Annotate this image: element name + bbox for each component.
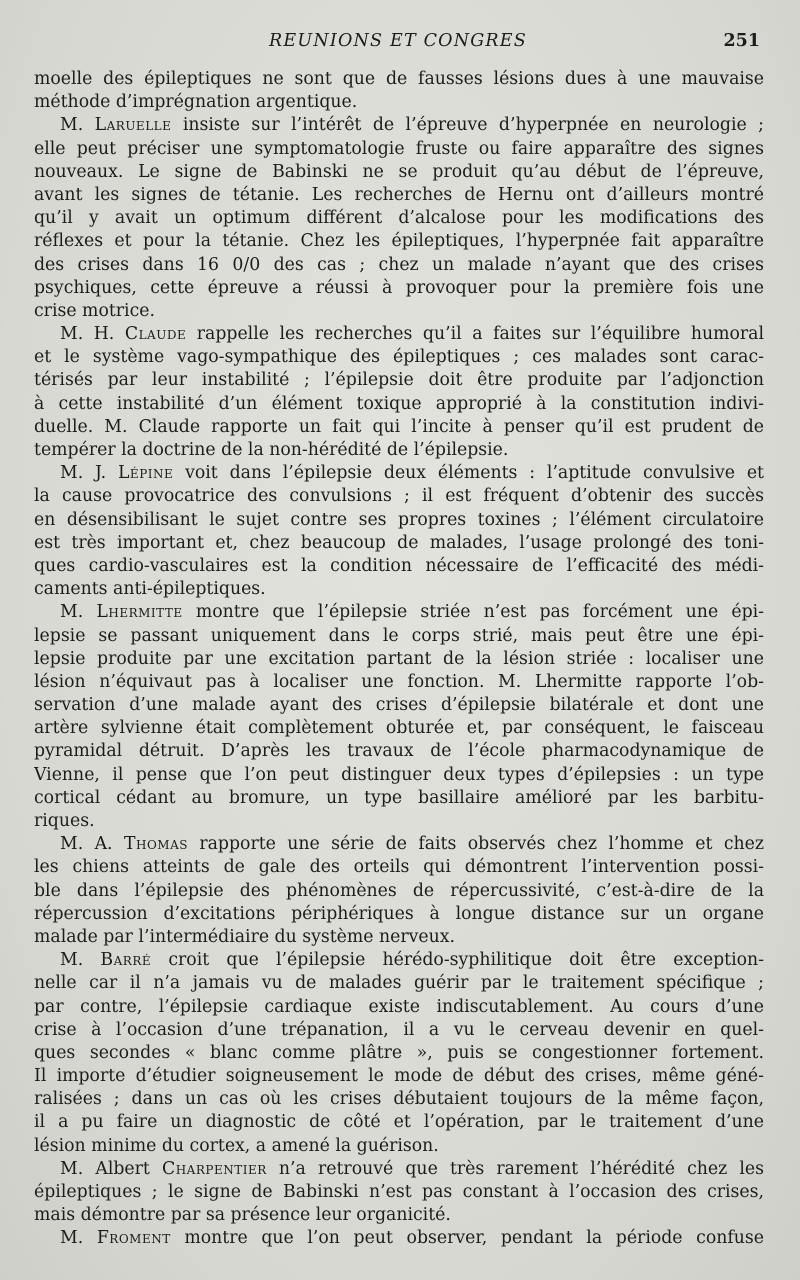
text-line bbox=[34, 1019, 764, 1042]
line-text: ralisées ; dans un cas où les crises débutaient toujours de la même façon, bbox=[34, 1089, 764, 1110]
line-text: les chiens atteints de gale des orteils qui démontrent l’intervention possi- bbox=[34, 857, 764, 878]
text-line bbox=[34, 114, 764, 137]
text-line bbox=[34, 532, 764, 555]
text-line bbox=[34, 300, 764, 323]
text-line bbox=[34, 230, 764, 253]
speaker-prefix: M. bbox=[60, 950, 101, 971]
text-line bbox=[34, 1227, 764, 1250]
speaker-name: Lépine bbox=[117, 463, 174, 484]
line-text: à cette instabilité d’un élément toxique approprié à la constitution indivi- bbox=[34, 393, 764, 414]
text-line bbox=[34, 1065, 764, 1088]
line-text: mais démontre par sa présence leur organicité. bbox=[34, 1205, 451, 1226]
speaker-name: Thomas bbox=[123, 834, 188, 855]
speaker-name: Barré bbox=[100, 950, 152, 971]
speaker-prefix: M. H. bbox=[60, 324, 125, 345]
text-line bbox=[34, 601, 764, 624]
text-line bbox=[34, 880, 764, 903]
paragraph bbox=[34, 601, 764, 833]
paragraph bbox=[34, 1227, 764, 1250]
line-text: pyramidal détruit. D’après les travaux de l’école pharmacodynamique de bbox=[34, 741, 764, 762]
speaker-prefix: M. J. bbox=[60, 463, 118, 484]
text-line bbox=[34, 555, 764, 578]
line-text: croit que l’épilepsie hérédo-syphilitique doit être exception- bbox=[151, 950, 764, 971]
line-text: tempérer la doctrine de la non-hérédité de l’épilepsie. bbox=[34, 440, 509, 460]
line-text: épileptiques ; le signe de Babinski n’est pas constant à l’occasion des crises, bbox=[34, 1182, 764, 1202]
text-line bbox=[34, 810, 764, 833]
line-text: lésion minime du cortex, a amené la guérison. bbox=[34, 1135, 439, 1156]
paragraph bbox=[34, 323, 764, 462]
text-line bbox=[34, 1135, 764, 1158]
line-text: méthode d’imprégnation argentique. bbox=[34, 92, 358, 113]
text-line bbox=[34, 1158, 764, 1181]
line-text: riques. bbox=[34, 811, 95, 831]
line-text: et le système vago-sympathique des épileptiques ; ces malades sont carac- bbox=[34, 347, 764, 368]
speaker-prefix: M. bbox=[60, 115, 95, 136]
text-line bbox=[34, 91, 764, 114]
text-line bbox=[34, 1088, 764, 1111]
line-text: la cause provocatrice des convulsions ; il est fréquent d’obtenir des succès bbox=[34, 486, 764, 507]
line-text: ques secondes « blanc comme plâtre », puis se congestionner fortement. bbox=[34, 1042, 764, 1063]
line-text: nelle car il n’a jamais vu de malades guérir par le traitement spécifique ; bbox=[34, 973, 764, 994]
line-text: des crises dans 16 0/0 des cas ; chez un malade n’ayant que des crises bbox=[34, 254, 764, 275]
speaker-name: Lhermitte bbox=[96, 602, 183, 623]
line-text: nouveaux. Le signe de Babinski ne se produit qu’au début de l’épreuve, bbox=[34, 161, 764, 182]
line-text: artère sylvienne était complètement obturée et, par conséquent, le faisceau bbox=[34, 718, 764, 739]
text-line bbox=[34, 161, 764, 184]
line-text: réflexes et pour la tétanie. Chez les épileptiques, l’hyperpnée fait apparaître bbox=[34, 231, 764, 252]
running-head-title: REUNIONS ET CONGRES bbox=[269, 31, 527, 51]
text-line bbox=[34, 625, 764, 648]
line-text: n’a retrouvé que très rarement l’hérédité chez les bbox=[266, 1158, 764, 1179]
text-line bbox=[34, 184, 764, 207]
line-text: lepsie produite par une excitation partant de la lésion striée : localiser une bbox=[34, 648, 764, 669]
text-line bbox=[34, 369, 764, 392]
text-line bbox=[34, 393, 764, 416]
speaker-name: Froment bbox=[96, 1228, 171, 1249]
line-text: il a pu faire un diagnostic de côté et l’opération, par le traitement d’une bbox=[34, 1112, 764, 1133]
paragraph bbox=[34, 833, 764, 949]
line-text: qu’il y avait un optimum différent d’alcalose pour les modifications des bbox=[34, 208, 764, 229]
paragraph bbox=[34, 114, 764, 323]
text-line bbox=[34, 648, 764, 671]
line-text: térisés par leur instabilité ; l’épilepsie doit être produite par l’adjonction bbox=[34, 370, 764, 391]
speaker-name: Laruelle bbox=[94, 115, 172, 136]
line-text: en désensibilisant le sujet contre ses propres toxines ; l’élément circulatoire bbox=[34, 509, 764, 530]
line-text: par contre, l’épilepsie cardiaque existe indiscutablement. Au cours d’une bbox=[34, 996, 764, 1017]
text-line bbox=[34, 1181, 764, 1204]
text-line bbox=[34, 740, 764, 763]
line-text: duelle. M. Claude rapporte un fait qui l’incite à penser qu’il est prudent de bbox=[34, 416, 764, 437]
text-line bbox=[34, 254, 764, 277]
line-text: rapporte une série de faits observés chez l’homme et chez bbox=[187, 834, 764, 855]
line-text: lésion n’équivaut pas à localiser une fonction. M. Lhermitte rapporte l’ob- bbox=[34, 671, 764, 692]
line-text: Vienne, il pense que l’on peut distinguer deux types d’épilepsies : un type bbox=[34, 764, 764, 785]
text-line bbox=[34, 277, 764, 300]
text-line bbox=[34, 972, 764, 995]
text-line bbox=[34, 138, 764, 161]
line-text: montre que l’épilepsie striée n’est pas forcément une épi- bbox=[182, 602, 764, 623]
speaker-prefix: M. A. bbox=[60, 834, 124, 855]
line-text: psychiques, cette épreuve a réussi à provoquer pour la première fois une bbox=[34, 277, 764, 298]
line-text: lepsie se passant uniquement dans le corps strié, mais peut être une épi- bbox=[34, 625, 764, 646]
text-line bbox=[34, 833, 764, 856]
text-line bbox=[34, 764, 764, 787]
paragraph bbox=[34, 949, 764, 1158]
line-text: caments anti-épileptiques. bbox=[34, 579, 266, 600]
text-line bbox=[34, 509, 764, 532]
paragraph bbox=[34, 462, 764, 601]
text-line bbox=[34, 207, 764, 230]
text-line bbox=[34, 996, 764, 1019]
line-text: montre que l’on peut observer, pendant la période confuse bbox=[170, 1228, 764, 1249]
line-text: servation d’une malade ayant des crises d’épilepsie bilatérale et dont une bbox=[34, 695, 764, 716]
text-line bbox=[34, 856, 764, 879]
line-text: avant les signes de tétanie. Les recherches de Hernu ont d’ailleurs montré bbox=[34, 184, 764, 205]
page-number: 251 bbox=[723, 31, 760, 51]
line-text: elle peut préciser une symptomatologie fruste ou faire apparaître des signes bbox=[34, 138, 764, 159]
speaker-prefix: M. Albert bbox=[60, 1158, 162, 1179]
text-line bbox=[34, 416, 764, 439]
text-line bbox=[34, 717, 764, 740]
line-text: moelle des épileptiques ne sont que de fausses lésions dues à une mauvaise bbox=[34, 69, 764, 89]
paragraph bbox=[34, 1158, 764, 1228]
line-text: rappelle les recherches qu’il a faites sur l’équilibre humoral bbox=[186, 324, 764, 345]
text-line bbox=[34, 323, 764, 346]
text-line bbox=[34, 439, 764, 462]
speaker-name: Claude bbox=[124, 324, 187, 345]
text-line bbox=[34, 694, 764, 717]
text-line bbox=[34, 671, 764, 694]
line-text: répercussion d’excitations périphériques à longue distance sur un organe bbox=[34, 903, 764, 924]
line-text: crise à l’occasion d’une trépanation, il a vu le cerveau devenir en quel- bbox=[34, 1019, 764, 1040]
line-text: insiste sur l’intérêt de l’épreuve d’hyperpnée en neurologie ; bbox=[171, 115, 764, 136]
speaker-name: Charpentier bbox=[162, 1158, 267, 1179]
text-line bbox=[34, 1111, 764, 1134]
paragraph bbox=[34, 68, 764, 114]
line-text: ques cardio-vasculaires est la condition nécessaire de l’efficacité des médi- bbox=[34, 555, 764, 576]
text-line bbox=[34, 926, 764, 949]
line-text: Il importe d’étudier soigneusement le mode de début des crises, même géné- bbox=[34, 1066, 764, 1087]
text-line bbox=[34, 949, 764, 972]
text-line bbox=[34, 1042, 764, 1065]
line-text: est très important et, chez beaucoup de malades, l’usage prolongé des toni- bbox=[34, 532, 764, 553]
body-text bbox=[34, 68, 764, 1251]
text-line bbox=[34, 485, 764, 508]
text-line bbox=[34, 578, 764, 601]
speaker-prefix: M. bbox=[60, 1228, 97, 1249]
line-text: voit dans l’épilepsie deux éléments : l’aptitude convulsive et bbox=[173, 463, 764, 484]
text-line bbox=[34, 346, 764, 369]
text-line bbox=[34, 462, 764, 485]
line-text: crise motrice. bbox=[34, 300, 155, 321]
line-text: malade par l’intermédiaire du système nerveux. bbox=[34, 926, 455, 947]
line-text: cortical cédant au bromure, un type basillaire amélioré par les barbitu- bbox=[34, 787, 764, 808]
text-line bbox=[34, 787, 764, 810]
text-line bbox=[34, 903, 764, 926]
line-text: ble dans l’épilepsie des phénomènes de répercussivité, c’est-à-dire de la bbox=[34, 880, 764, 901]
speaker-prefix: M. bbox=[60, 602, 97, 623]
running-head bbox=[36, 28, 760, 58]
text-line bbox=[34, 1204, 764, 1227]
text-line bbox=[34, 68, 764, 91]
